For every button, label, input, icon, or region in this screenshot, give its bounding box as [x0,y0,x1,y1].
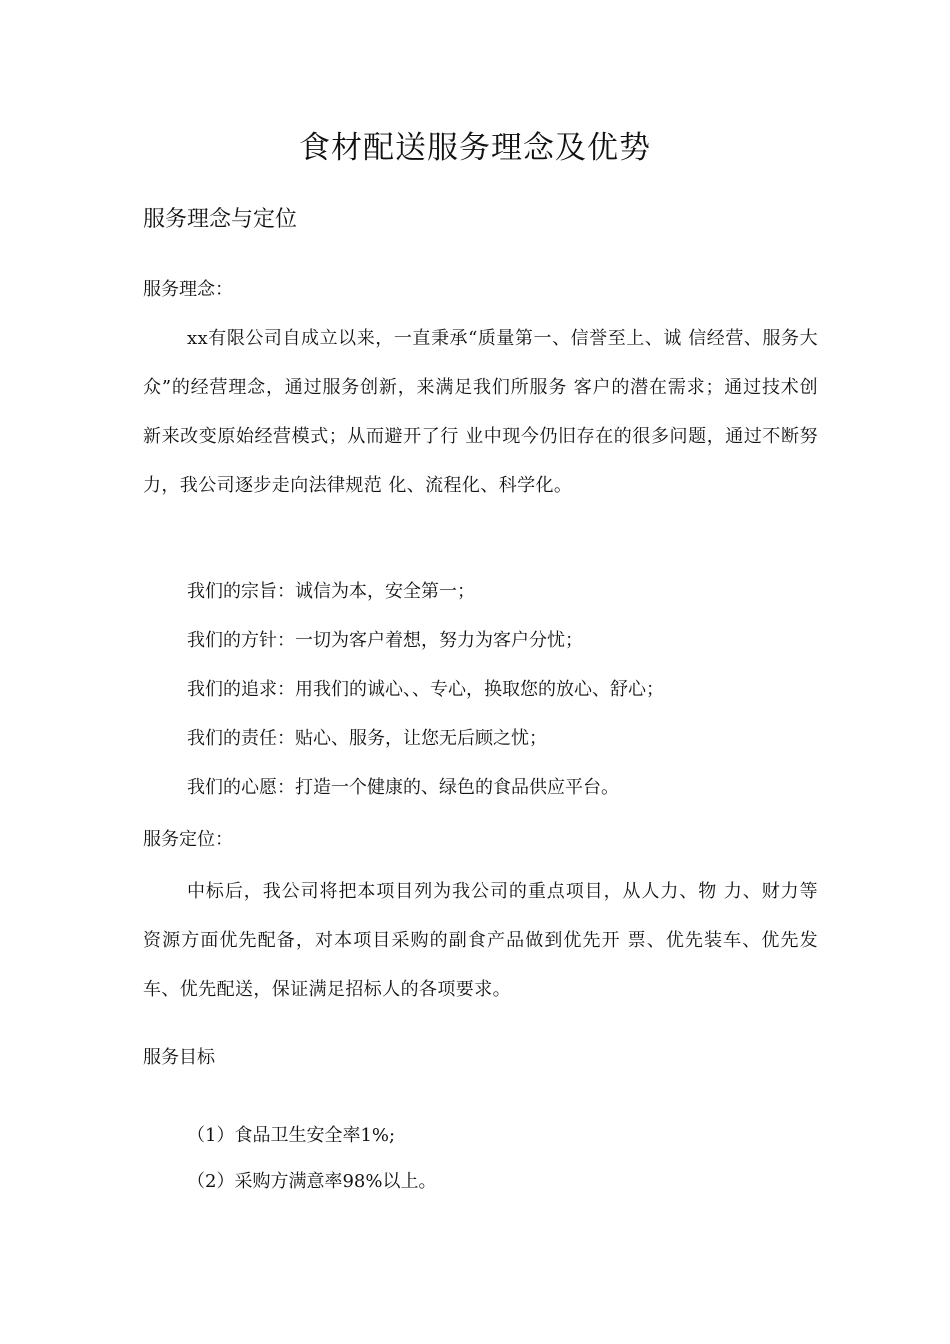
tenet-purpose: 我们的宗旨：诚信为本，安全第一； [187,581,475,602]
document-title: 食材配送服务理念及优势 [299,130,651,166]
tenet-pursuit: 我们的追求：用我们的诚心、、专心，换取您的放心、舒心； [187,679,664,700]
tenet-wish: 我们的心愿：打造一个健康的、绿色的食品供应平台。 [187,777,619,798]
concept-label: 服务理念： [143,279,233,300]
goal-item-2: （2）采购方满意率98%以上。 [187,1171,437,1192]
section-heading-service-goals: 服务目标 [143,1047,215,1068]
concept-paragraph: xx有限公司自成立以来，一直秉承“质量第一、信誉至上、诚 信经营、服务大众”的经营理念，通过服务创新，来满足我们所服务 客户的潜在需求；通过技术创新来改变原始经营模式；从而避开了行 业中现今仍旧存在的很多问题，通过不断努力，我公司逐步走向法律规范 化、流程化、科学化。 [143,328,818,496]
section-heading-concept-positioning: 服务理念与定位 [143,207,298,232]
positioning-paragraph: 中标后，我公司将把本项目列为我公司的重点项目，从人力、物 力、财力等资源方面优先配备，对本项目采购的副食产品做到优先开 票、优先装车、优先发车、优先配送，保证满足招标人的各项要求。 [143,881,818,1000]
goal-item-1: （1）食品卫生安全率1%; [187,1125,396,1146]
tenet-policy: 我们的方针：一切为客户着想，努力为客户分忧； [187,630,583,651]
tenet-responsibility: 我们的责任：贴心、服务，让您无后顾之忧； [187,728,547,749]
positioning-label: 服务定位： [143,829,233,850]
